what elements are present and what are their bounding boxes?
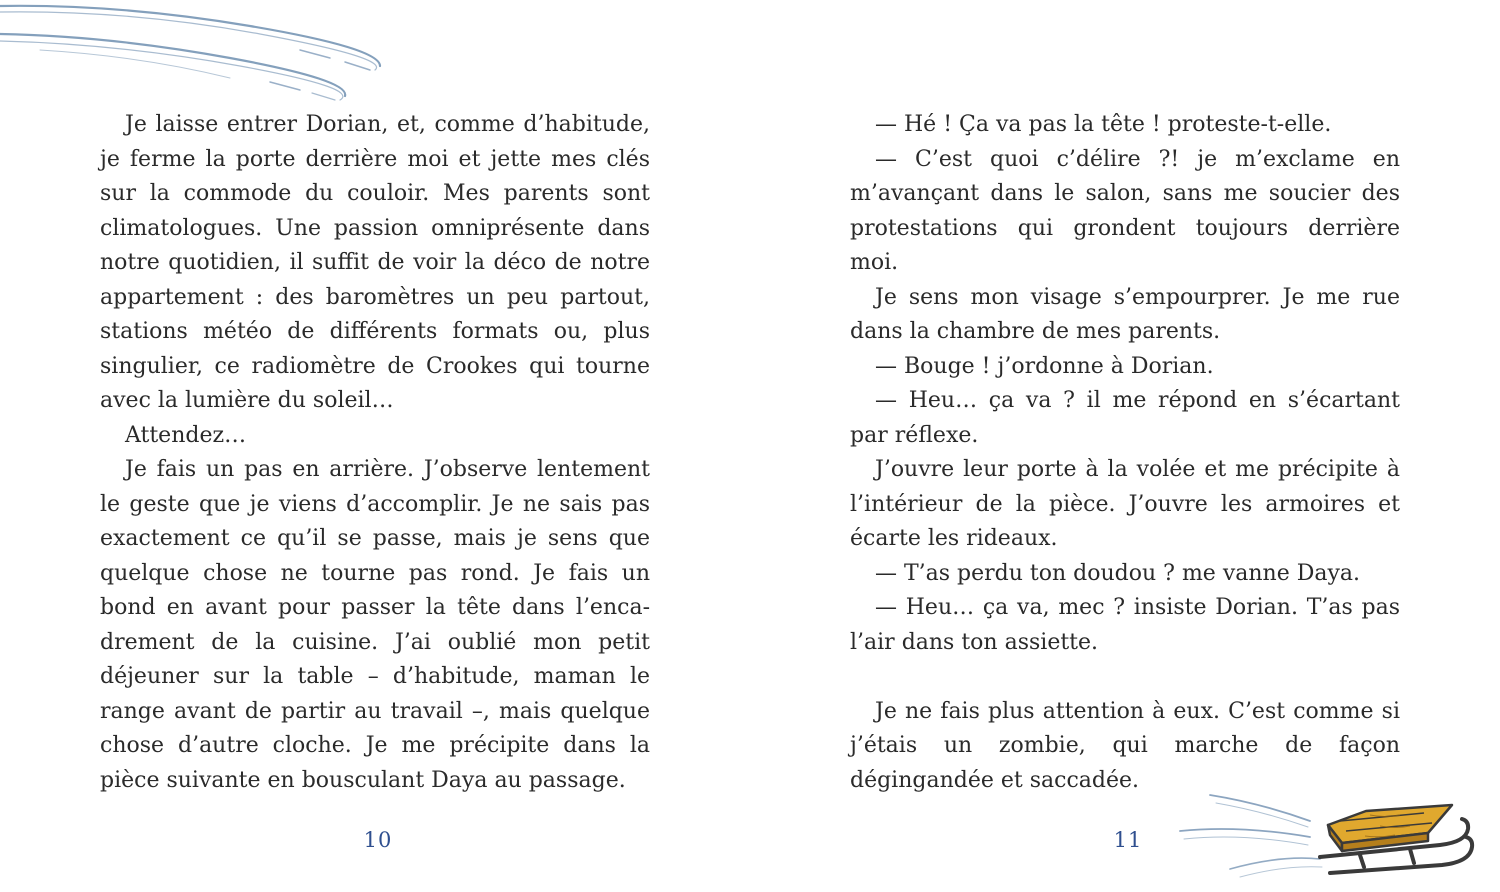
page-number: 11 — [1113, 828, 1143, 852]
sled-icon — [1170, 785, 1500, 892]
paragraph: — T’as perdu ton doudou ? me vanne Daya. — [875, 560, 1361, 586]
paragraph: Je laisse entrer Dorian, et, comme d’habitude, je ferme la porte derrière moi et jette mes clés sur la commode du couloir. Mes parents sont climatologues. Une passion omniprésente dans notre quotidien, il suffit de voir la déco de notre appartement : des baromètres un peu partout, stations météo de différents formats ou, plus singulier, ce radiomètre de Crookes qui tourne avec la lumière du soleil… — [100, 112, 650, 413]
left-page-text — [100, 108, 650, 798]
paragraph: — Bouge ! j’ordonne à Dorian. — [875, 353, 1214, 379]
paragraph: Je sens mon visage s’empourprer. Je me rue dans la chambre de mes parents. — [850, 284, 1400, 344]
paragraph: Attendez… — [125, 422, 247, 448]
paragraph: — C’est quoi c’délire ?! je m’exclame en m’avançant dans le salon, sans me soucier des protestations qui grondent toujours derrière moi. — [850, 146, 1400, 275]
paragraph: — Heu… ça va ? il me répond en s’écartant par réflexe. — [850, 388, 1400, 448]
paragraph: Je fais un pas en arrière. J’observe lentement le geste que je viens d’accomplir. Je ne sais pas exactement ce qu’il se passe, mais je sens que quelque chose ne tourne pas rond. Je fais un bond en avant pour passer la tête dans l’encadrement de la cuisine. J’ai oublié mon petit déjeuner sur la table – d’habitude, maman le range avant de partir au travail –, mais quelque chose d’autre cloche. Je me précipite dans la pièce suivante en bousculant Daya au passage. — [100, 457, 650, 793]
paragraph: Je ne fais plus attention à eux. C’est comme si j’étais un zombie, qui marche de façon dégingandée et saccadée. — [850, 698, 1400, 793]
paragraph: — Heu… ça va, mec ? insiste Dorian. T’as pas l’air dans ton assiette. — [850, 595, 1400, 655]
right-page — [750, 0, 1500, 892]
page-number: 10 — [363, 828, 393, 852]
paragraph: — Hé ! Ça va pas la tête ! proteste-t-elle. — [875, 112, 1332, 137]
right-page-text — [850, 108, 1400, 798]
paragraph: J’ouvre leur porte à la volée et me précipite à l’intérieur de la pièce. J’ouvre les armoires et écarte les rideaux. — [850, 457, 1400, 551]
